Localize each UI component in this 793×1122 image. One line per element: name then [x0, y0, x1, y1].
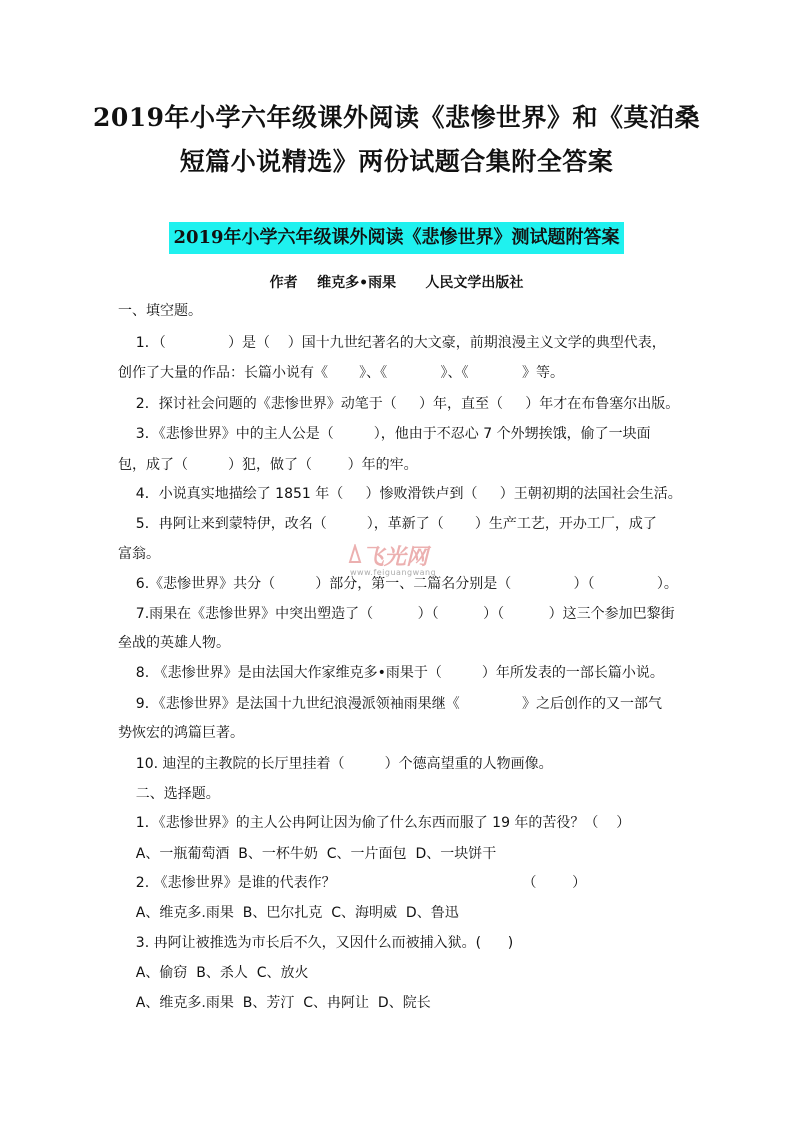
line-22: 3. 冉阿让被推选为市长后不久，又因什么而被捕入狱。( ): [118, 935, 514, 951]
highlighted-subtitle: 2019年小学六年级课外阅读《悲惨世界》测试题附答案: [169, 222, 623, 254]
line-20: 2. 《悲惨世界》是谁的代表作？ （ ）: [118, 875, 587, 891]
line-3: 创作了大量的作品：长篇小说有《 》、《 》、《 》等。: [118, 365, 564, 381]
line-6: 包，成了（ ）犯，做了（ ）年的牢。: [118, 457, 418, 473]
line-4: 2．探讨社会问题的《悲惨世界》动笔于（ ）年，直至（ ）年才在布鲁塞尔出版。: [118, 396, 680, 412]
line-13: 8. 《悲惨世界》是由法国大作家维克多•雨果于（ ）年所发表的一部长篇小说。: [118, 665, 664, 681]
byline: 作者 维克多•雨果 人民文学出版社: [269, 275, 524, 291]
line-14: 9．《悲惨世界》是法国十九世纪浪漫派领袖雨果继《 》之后创作的又一部气: [118, 696, 663, 712]
line-15: 势恢宏的鸿篇巨著。: [118, 725, 244, 741]
line-18: 1．《悲惨世界》的主人公冉阿让因为偷了什么东西而服了 19 年的苦役？（ ）: [118, 815, 631, 831]
line-12: 垒战的英雄人物。: [118, 635, 230, 651]
line-19: A、一瓶葡萄酒 B、一杯牛奶 C、一片面包 D、一块饼干: [118, 846, 497, 862]
line-2: 1．（ ）是（ ）国十九世纪著名的大文豪，前期浪漫主义文学的典型代表，: [118, 335, 666, 351]
line-11: 7.雨果在《悲惨世界》中突出塑造了（ ）（ ）（ ）这三个参加巴黎街: [118, 606, 675, 622]
document-title: [80, 96, 713, 184]
watermark-logo-text: 飞光网: [362, 545, 429, 570]
line-16: 10. 迪涅的主教院的长厅里挂着（ ）个德高望重的人物画像。: [118, 756, 553, 772]
watermark-url: www.feiguangwang: [350, 568, 437, 577]
line-17: 二、选择题。: [118, 786, 220, 802]
line-1: 一、填空题。: [118, 303, 202, 319]
line-8: 5．冉阿让来到蒙特伊，改名（ ），革新了（ ）生产工艺，开办工厂，成了: [118, 516, 657, 532]
line-23: A、偷窃 B、杀人 C、放火: [118, 965, 309, 981]
line-21: A、维克多.雨果 B、巴尔扎克 C、海明威 D、鲁迅: [118, 905, 459, 921]
line-7: 4．小说真实地描绘了 1851 年（ ）惨败滑铁卢到（ ）王朝初期的法国社会生活。: [118, 486, 682, 502]
subtitle-wrap: [0, 222, 793, 254]
line-24: A、维克多.雨果 B、芳汀 C、冉阿让 D、院长: [118, 995, 431, 1011]
title-line-2: 短篇小说精选》两份试题合集附全答案: [179, 147, 614, 176]
line-5: 3．《悲惨世界》中的主人公是（ ），他由于不忍心 7 个外甥挨饿，偷了一块面: [118, 426, 651, 442]
line-10: 6.《悲惨世界》共分（ ）部分，第一、二篇名分别是（ ）（ ）。: [118, 576, 678, 592]
line-9: 富翁。: [118, 546, 160, 562]
title-line-1: 2019年小学六年级课外阅读《悲惨世界》和《莫泊桑: [92, 103, 701, 132]
